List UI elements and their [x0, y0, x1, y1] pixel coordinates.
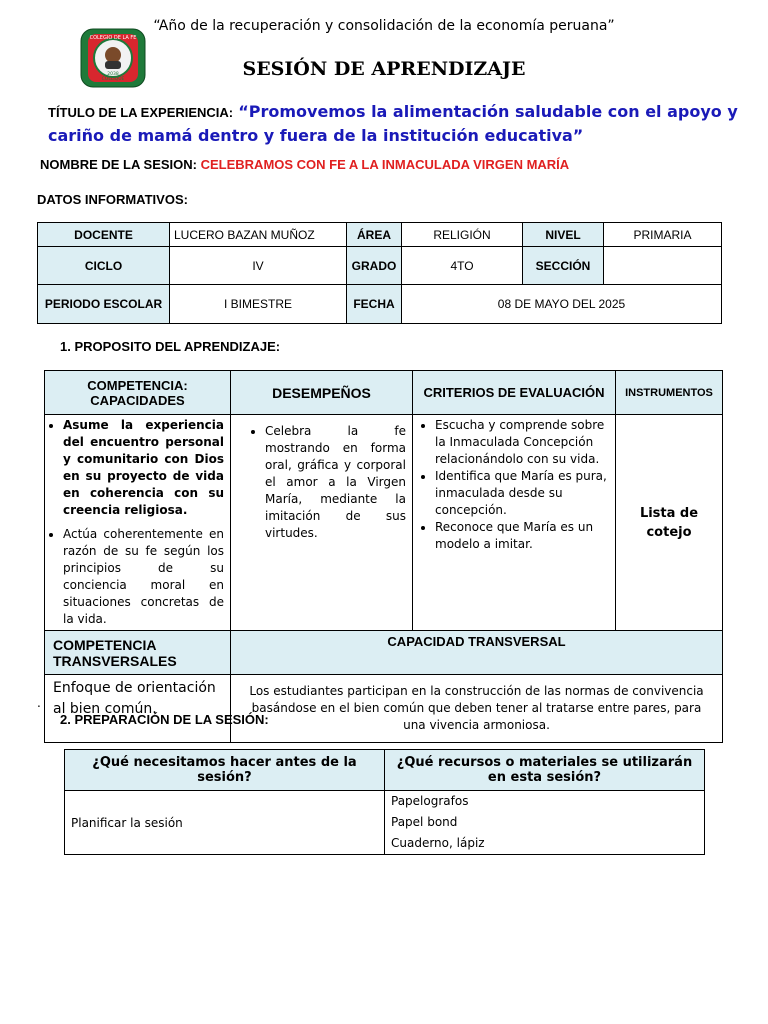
grado-value: 4TO — [402, 247, 523, 285]
criterios-cell — [413, 415, 616, 631]
docente-value: LUCERO BAZAN MUÑOZ — [170, 223, 347, 247]
datos-heading: DATOS INFORMATIVOS: — [37, 192, 188, 207]
fecha-label: FECHA — [347, 285, 402, 324]
capacidad-transversal-label: CAPACIDAD TRANSVERSAL — [231, 631, 723, 675]
session-value: CELEBRAMOS CON FE A LA INMACULADA VIRGEN MARÍA — [200, 157, 570, 172]
col-instrumentos: INSTRUMENTOS — [616, 371, 723, 415]
preparacion-heading: 2. PREPARACIÓN DE LA SESIÓN: — [60, 712, 269, 727]
desempeno-cell — [231, 415, 413, 631]
criterio-1: • Escucha y comprende sobre la Inmaculada Concepción relacionándolo con su vida. — [435, 417, 609, 468]
recurso-item: Papelografos — [391, 794, 469, 808]
criterio-3: • Reconoce que María es un modelo a imitar. — [435, 519, 609, 553]
proposito-heading: 1. PROPOSITO DEL APRENDIZAJE: — [60, 339, 281, 354]
periodo-value: I BIMESTRE — [170, 285, 347, 324]
transversal-label: COMPETENCIA TRANSVERSALES — [45, 631, 231, 675]
col-desempenos: DESEMPEÑOS — [231, 371, 413, 415]
col-recursos: ¿Qué recursos o materiales se utilizarán en esta sesión? — [385, 750, 705, 791]
proposito-table — [44, 370, 723, 743]
logo-text-number: 2038 — [107, 72, 119, 77]
ciclo-value: IV — [170, 247, 347, 285]
col-competencia: COMPETENCIA: CAPACIDADES — [45, 371, 231, 415]
enfoque-desc: Los estudiantes participan en la construcción de las normas de convivencia basándose en el bien común que deben tener al tratarse entre pares, para una vivencia armoniosa. — [231, 675, 723, 743]
nivel-label: NIVEL — [523, 223, 604, 247]
capacidad-item: • Actúa coherentemente en razón de su fe según los principios de su conciencia moral en situaciones concretas de la vida. — [63, 526, 224, 628]
col-antes: ¿Qué necesitamos hacer antes de la sesión? — [65, 750, 385, 791]
desempeno-item: • Celebra la fe mostrando en forma oral, gráfica y corporal el amor a la Virgen María, mediante la imitación de sus virtudes. — [265, 423, 406, 542]
preparacion-table — [64, 749, 705, 855]
experience-title — [48, 100, 738, 147]
logo-text-bottom: COLLIQUE — [101, 77, 125, 82]
instrumento-value: Lista de cotejo — [616, 415, 723, 631]
experience-label: TÍTULO DE LA EXPERIENCIA: — [48, 105, 234, 120]
nivel-value: PRIMARIA — [604, 223, 722, 247]
seccion-value — [604, 247, 722, 285]
session-label: NOMBRE DE LA SESION: — [40, 157, 197, 172]
recurso-item: Papel bond — [391, 815, 458, 829]
seccion-label: SECCIÓN — [523, 247, 604, 285]
grado-label: GRADO — [347, 247, 402, 285]
docente-label: DOCENTE — [38, 223, 170, 247]
area-value: RELIGIÓN — [402, 223, 523, 247]
competencia-cell — [45, 415, 231, 631]
competencia-main: • Asume la experiencia del encuentro personal y comunitario con Dios en su proyecto de vida en coherencia con su creencia religiosa. — [63, 417, 224, 519]
periodo-label: PERIODO ESCOLAR — [38, 285, 170, 324]
motto: “Año de la recuperación y consolidación de la economía peruana” — [153, 18, 615, 34]
fecha-value: 08 DE MAYO DEL 2025 — [402, 285, 722, 324]
stray-dot: . — [37, 696, 41, 710]
enfoque-value: Enfoque de orientación al bien común. — [45, 675, 231, 743]
experience-text: “Promovemos la alimentación saludable con el apoyo y cariño de mamá dentro y fuera de la institución educativa” — [48, 102, 738, 145]
datos-table — [37, 222, 722, 324]
ciclo-label: CICLO — [38, 247, 170, 285]
recursos-cell — [385, 791, 705, 855]
session-name — [40, 157, 569, 172]
area-label: ÁREA — [347, 223, 402, 247]
col-criterios: CRITERIOS DE EVALUACIÓN — [413, 371, 616, 415]
antes-value: Planificar la sesión — [65, 791, 385, 855]
page-title: SESIÓN DE APRENDIZAJE — [242, 58, 526, 80]
criterio-2: • Identifica que María es pura, inmaculada desde su concepción. — [435, 468, 609, 519]
logo-text-top: COLEGIO DE LA FE — [89, 35, 137, 41]
recurso-item: Cuaderno, lápiz — [391, 836, 485, 850]
